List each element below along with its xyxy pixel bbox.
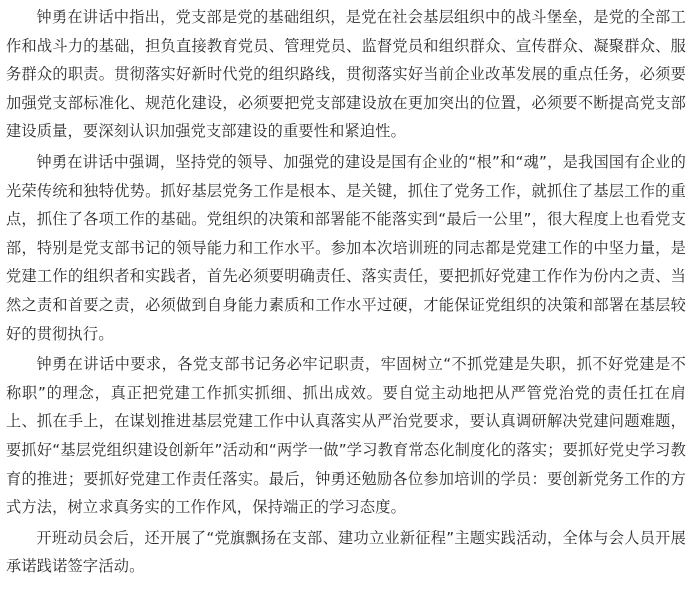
paragraph-2: 钟勇在讲话中强调，坚持党的领导、加强党的建设是国有企业的“根”和“魂”，是我国国有企业的光荣传统和独特优势。抓好基层党务工作是根本、是关键，抓住了党务工作，就抓住了基层工作的重点，抓住了各项工作的基础。党组织的决策和部署能不能落实到“最后一公里”，很大程度上也看党支部，特别是党支部书记的领导能力和工作水平。参加本次培训班的同志都是党建工作的中坚力量，是党建工作的组织者和实践者，首先必须要明确责任、落实责任，要把抓好党建工作作为份内之责、当然之责和首要之责，必须做到自身能力素质和工作水平过硬，才能保证党组织的决策和部署在基层较好的贯彻执行。 [6,152,686,343]
paragraph-3: 钟勇在讲话中要求，各党支部书记务必牢记职责，牢固树立“不抓党建是失职，抓不好党建是不称职”的理念，真正把党建工作抓实抓细、抓出成效。要自觉主动地把从严管党治党的责任扛在肩上、抓在手上，在谋划推进基层党建工作中认真落实从严治党要求，要认真调研解决党建问题难题，要抓好“基层党组织建设创新年”活动和“两学一做”学习教育常态化制度化的落实；要抓好党史学习教育的推进；要抓好党建工作责任落实。最后，钟勇还勉励各位参加培训的学员：要创新党务工作的方式方法，树立求真务实的工作作风，保持端正的学习态度。 [6,355,686,517]
paragraph-1: 钟勇在讲话中指出，党支部是党的基础组织，是党在社会基层组织中的战斗堡垒，是党的全部工作和战斗力的基础，担负直接教育党员、管理党员、监督党员和组织群众、宣传群众、凝聚群众、服务群众的职责。贯彻落实好新时代党的组织路线，贯彻落实好当前企业改革发展的重点任务，必须要加强党支部标准化、规范化建设，必须要把党支部建设放在更加突出的位置，必须要不断提高党支部建设质量，要深刻认识加强党支部建设的重要性和紧迫性。 [6,8,686,141]
paragraph-4: 开班动员会后，还开展了“党旗飘扬在支部、建功立业新征程”主题实践活动，全体与会人员开展承诺践诺签字活动。 [6,528,686,576]
